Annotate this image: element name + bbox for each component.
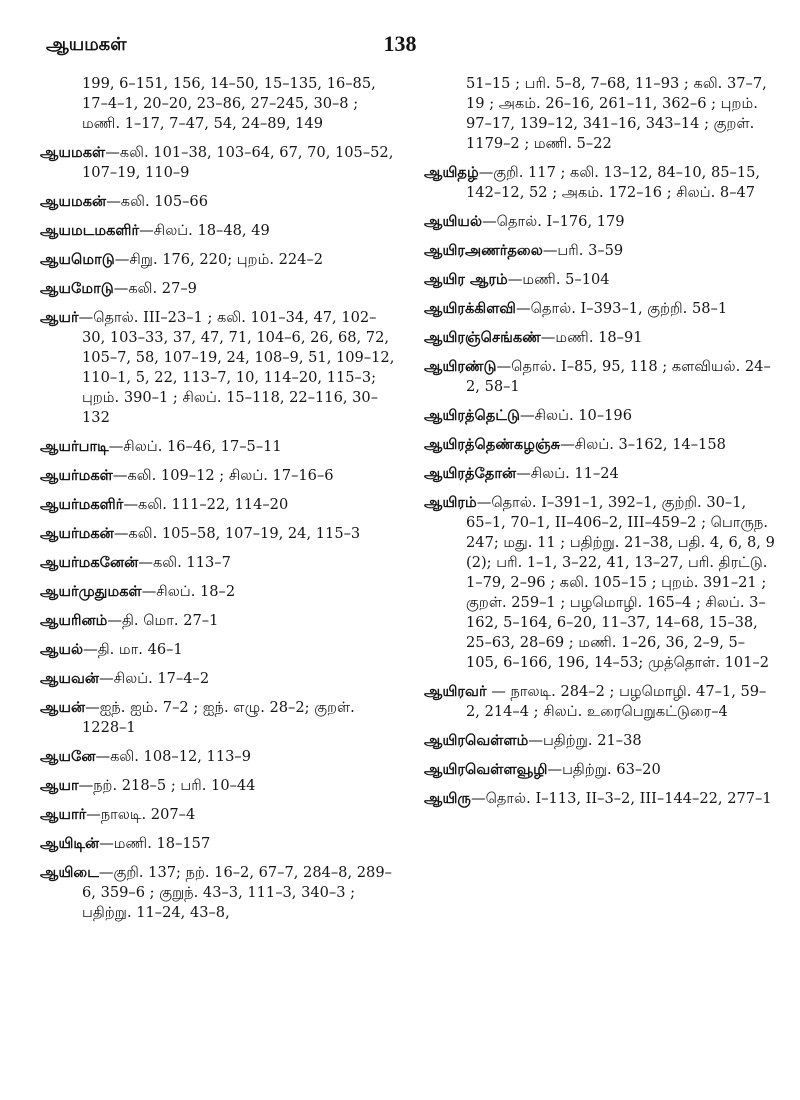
index-entry (424, 464, 776, 484)
entry-line (40, 466, 396, 486)
entry-references: —கலி. 108–12, 113–9 (95, 748, 251, 765)
entry-line (40, 143, 396, 183)
entry-references: —சிலப். 11–24 (516, 465, 619, 482)
headword: ஆயன் (40, 699, 86, 716)
headword: ஆயமகன் (40, 193, 107, 210)
entry-line (424, 493, 776, 673)
headword: ஆயிரவெள்ளம் (424, 732, 529, 749)
entry-references: —கலி. 109–12 ; சிலப். 17–16–6 (112, 467, 334, 484)
index-entry (40, 582, 396, 602)
entry-line (424, 464, 776, 484)
index-entry (424, 241, 776, 261)
headword: ஆயர்மகள் (40, 467, 113, 484)
right-column (424, 74, 776, 818)
entry-references: —தொல். I–113, II–3–2, III–144–22, 277–1 (470, 790, 772, 807)
index-entry (40, 640, 396, 660)
entry-references: —நாலடி. 207–4 (86, 806, 196, 823)
entry-references: —குறி. 137; நற். 16–2, 67–7, 284–8, 289–6, 359–6 ; குறுந். 43–3, 111–3, 340–3 ; பதிற்று. 11–24, 43–8, (82, 864, 392, 921)
entry-line (40, 524, 396, 544)
entry-references: —சிறு. 176, 220; புறம். 224–2 (114, 251, 324, 268)
headword: ஆயா (40, 777, 79, 794)
entry-line (40, 221, 396, 241)
index-entry (40, 747, 396, 767)
entry-line (40, 553, 396, 573)
entry-references: —தொல். I–176, 179 (482, 213, 625, 230)
entry-references: —குறி. 117 ; கலி. 13–12, 84–10, 85–15, 142–12, 52 ; அகம். 172–16 ; சிலப். 8–47 (466, 164, 761, 201)
headword: ஆயிரஅணர்தலை (424, 242, 543, 259)
index-entry (424, 760, 776, 780)
entry-references: —தொல். I–393–1, குற்றி. 58–1 (516, 300, 728, 317)
index-entry (424, 163, 776, 203)
headword: ஆயிதழ் (424, 164, 479, 181)
entry-line (424, 212, 776, 232)
entry-line (40, 611, 396, 631)
index-entry (40, 553, 396, 573)
entry-references: —கலி. 105–58, 107–19, 24, 115–3 (113, 525, 361, 542)
entry-references: —தி. மா. 46–1 (83, 641, 183, 658)
entry-references: —கலி. 101–38, 103–64, 67, 70, 105–52, 107–19, 110–9 (82, 144, 394, 181)
index-entry (40, 834, 396, 854)
entry-line (424, 731, 776, 751)
entry-line (40, 495, 396, 515)
headword: ஆயியல் (424, 213, 483, 230)
entry-references: —சிலப். 17–4–2 (99, 670, 210, 687)
entry-references: —கலி. 111–22, 114–20 (123, 496, 289, 513)
headword: ஆயிரக்கிளவி (424, 300, 517, 317)
entry-line (424, 406, 776, 426)
entry-references: —தொல். I–391–1, 392–1, குற்றி. 30–1, 65–1, 70–1, II–406–2, III–459–2 ; பொருந. 247; மது. 11 ; பதிற்று. 21–38, பதி. 4, 6, 8, 9 (2); பரி. 1–1, 3–22, 41, 13–27, பரி. திரட்டு. 1–79, 2–96 ; கலி. 105–15 ; புறம். 391–21 ; குறள். 259–1 ; பழமொழி. 165–4 ; சிலப். 3–162, 5–164, 6–20, 11–37, 14–68, 15–38, 25–63, 28–69 ; மணி. 1–26, 36, 2–9, 5–105, 6–166, 196, 14–53; முத்தொள். 101–2 (466, 494, 775, 671)
entry-line (40, 834, 396, 854)
headword: ஆயமோடு (40, 280, 114, 297)
headword: ஆயிரத்தோன் (424, 465, 517, 482)
index-entry (424, 357, 776, 397)
index-entry (40, 669, 396, 689)
entry-line (424, 435, 776, 455)
headword: ஆயமகள் (40, 144, 106, 161)
entry-line (424, 760, 776, 780)
entry-references: —நற். 218–5 ; பரி. 10–44 (78, 777, 256, 794)
entry-line (82, 74, 396, 134)
index-entry (40, 221, 396, 241)
headword: ஆயிடின் (40, 835, 100, 852)
headword: ஆயிரத்தெட்டு (424, 407, 520, 424)
entry-line (424, 789, 776, 809)
entry-references: —தொல். I–85, 95, 118 ; களவியல். 24–2, 58–1 (466, 358, 771, 395)
headword: ஆயிரம் (424, 494, 477, 511)
page-number: 138 (383, 31, 417, 56)
headword: ஆயார் (40, 806, 87, 823)
entry-references: —மணி. 5–104 (507, 271, 610, 288)
headword: ஆயிரண்டு (424, 358, 497, 375)
entry-references: —சிலப். 16–46, 17–5–11 (108, 438, 282, 455)
entry-line (424, 357, 776, 397)
headword: ஆயர்முதுமகள் (40, 583, 142, 600)
headword: ஆயமடமகளிர் (40, 222, 140, 239)
entry-references: —சிலப். 18–2 (141, 583, 236, 600)
entry-line (40, 863, 396, 923)
index-entry (40, 863, 396, 923)
index-entry (424, 328, 776, 348)
headword: ஆயமொடு (40, 251, 115, 268)
index-entry (424, 731, 776, 751)
index-entry (40, 192, 396, 212)
index-entry (424, 74, 776, 154)
entry-references: 199, 6–151, 156, 14–50, 15–135, 16–85, 17–4–1, 20–20, 23–86, 27–245, 30–8 ; மணி. 1–17, 7–47, 54, 24–89, 149 (82, 75, 376, 132)
entry-line (40, 437, 396, 457)
entry-line (40, 279, 396, 299)
headword: ஆயர்மகன் (40, 525, 114, 542)
headword: ஆயிரவெள்ளவூழி (424, 761, 548, 778)
entry-line (40, 192, 396, 212)
entry-line (466, 74, 776, 154)
headword: ஆயிடை (40, 864, 99, 881)
index-entry (40, 495, 396, 515)
entry-line (424, 682, 776, 722)
entry-references: —தி. மொ. 27–1 (107, 612, 219, 629)
entry-line (40, 640, 396, 660)
index-entry (424, 406, 776, 426)
index-entry (40, 74, 396, 134)
index-entry (40, 250, 396, 270)
index-entry (40, 143, 396, 183)
entry-references: —சிலப். 18–48, 49 (139, 222, 270, 239)
index-entry (424, 493, 776, 673)
entry-references: 51–15 ; பரி. 5–8, 7–68, 11–93 ; கலி. 37–7, 19 ; அகம். 26–16, 261–11, 362–6 ; புறம். 97–17, 139–12, 341–16, 343–14 ; குறள். 1179–2 ; மணி. 5–22 (466, 75, 767, 152)
headword: ஆயிரஞ்செங்கண் (424, 329, 541, 346)
entry-line (40, 308, 396, 428)
headword: ஆயனே (40, 748, 96, 765)
headword: ஆயிரு (424, 790, 471, 807)
entry-references: —மணி. 18–91 (540, 329, 643, 346)
entry-line (424, 270, 776, 290)
index-entry (424, 789, 776, 809)
headword: ஆயல் (40, 641, 84, 658)
entry-line (424, 241, 776, 261)
index-entry (424, 212, 776, 232)
entry-line (424, 328, 776, 348)
headword: ஆயர்மகளிர் (40, 496, 124, 513)
index-entry (40, 524, 396, 544)
entry-references: —ஐந். ஐம். 7–2 ; ஐந். எழு. 28–2; குறள். 1228–1 (82, 699, 355, 736)
index-entry (424, 299, 776, 319)
entry-references: —கலி. 113–7 (138, 554, 231, 571)
index-entry (40, 805, 396, 825)
entry-line (40, 805, 396, 825)
entry-references: —தொல். III–23–1 ; கலி. 101–34, 47, 102–30, 103–33, 37, 47, 71, 104–6, 26, 68, 72, 105–7, 58, 107–19, 24, 108–9, 51, 109–12, 110–1, 5, 22, 113–7, 10, 114–20, 115–3; புறம். 390–1 ; சிலப். 15–118, 22–116, 30–132 (78, 309, 395, 426)
headword: ஆயர்பாடி (40, 438, 109, 455)
running-head: ஆயமகள் (46, 34, 127, 55)
index-entry (424, 435, 776, 455)
headword: ஆயிரத்தெண்கழஞ்சு (424, 436, 561, 453)
index-entry (40, 308, 396, 428)
index-entry (424, 270, 776, 290)
entry-line (40, 776, 396, 796)
headword: ஆயரினம் (40, 612, 108, 629)
left-column (40, 74, 396, 932)
index-entry (40, 698, 396, 738)
headword: ஆயர்மகனேன் (40, 554, 139, 571)
entry-line (40, 698, 396, 738)
entry-line (424, 299, 776, 319)
index-entry (40, 776, 396, 796)
headword: ஆயர் (40, 309, 79, 326)
entry-line (424, 163, 776, 203)
index-entry (424, 682, 776, 722)
index-entry (40, 437, 396, 457)
headword: ஆயிர ஆரம் (424, 271, 508, 288)
index-entry (40, 611, 396, 631)
entry-references: —கலி. 105–66 (106, 193, 208, 210)
entry-line (40, 250, 396, 270)
entry-references: —பதிற்று. 63–20 (547, 761, 661, 778)
entry-line (40, 669, 396, 689)
entry-references: —மணி. 18–157 (99, 835, 211, 852)
index-entry (40, 466, 396, 486)
index-entry (40, 279, 396, 299)
entry-references: —பதிற்று. 21–38 (528, 732, 642, 749)
entry-line (40, 582, 396, 602)
headword: ஆயவன் (40, 670, 100, 687)
entry-references: —பரி. 3–59 (542, 242, 624, 259)
entry-references: —கலி. 27–9 (113, 280, 197, 297)
entry-references: —சிலப். 3–162, 14–158 (560, 436, 726, 453)
headword: ஆயிரவர் (424, 683, 487, 700)
entry-references: —சிலப். 10–196 (520, 407, 632, 424)
entry-references: — நாலடி. 284–2 ; பழமொழி. 47–1, 59–2, 214–4 ; சிலப். உரைபெறுகட்டுரை–4 (466, 683, 767, 720)
entry-line (40, 747, 396, 767)
